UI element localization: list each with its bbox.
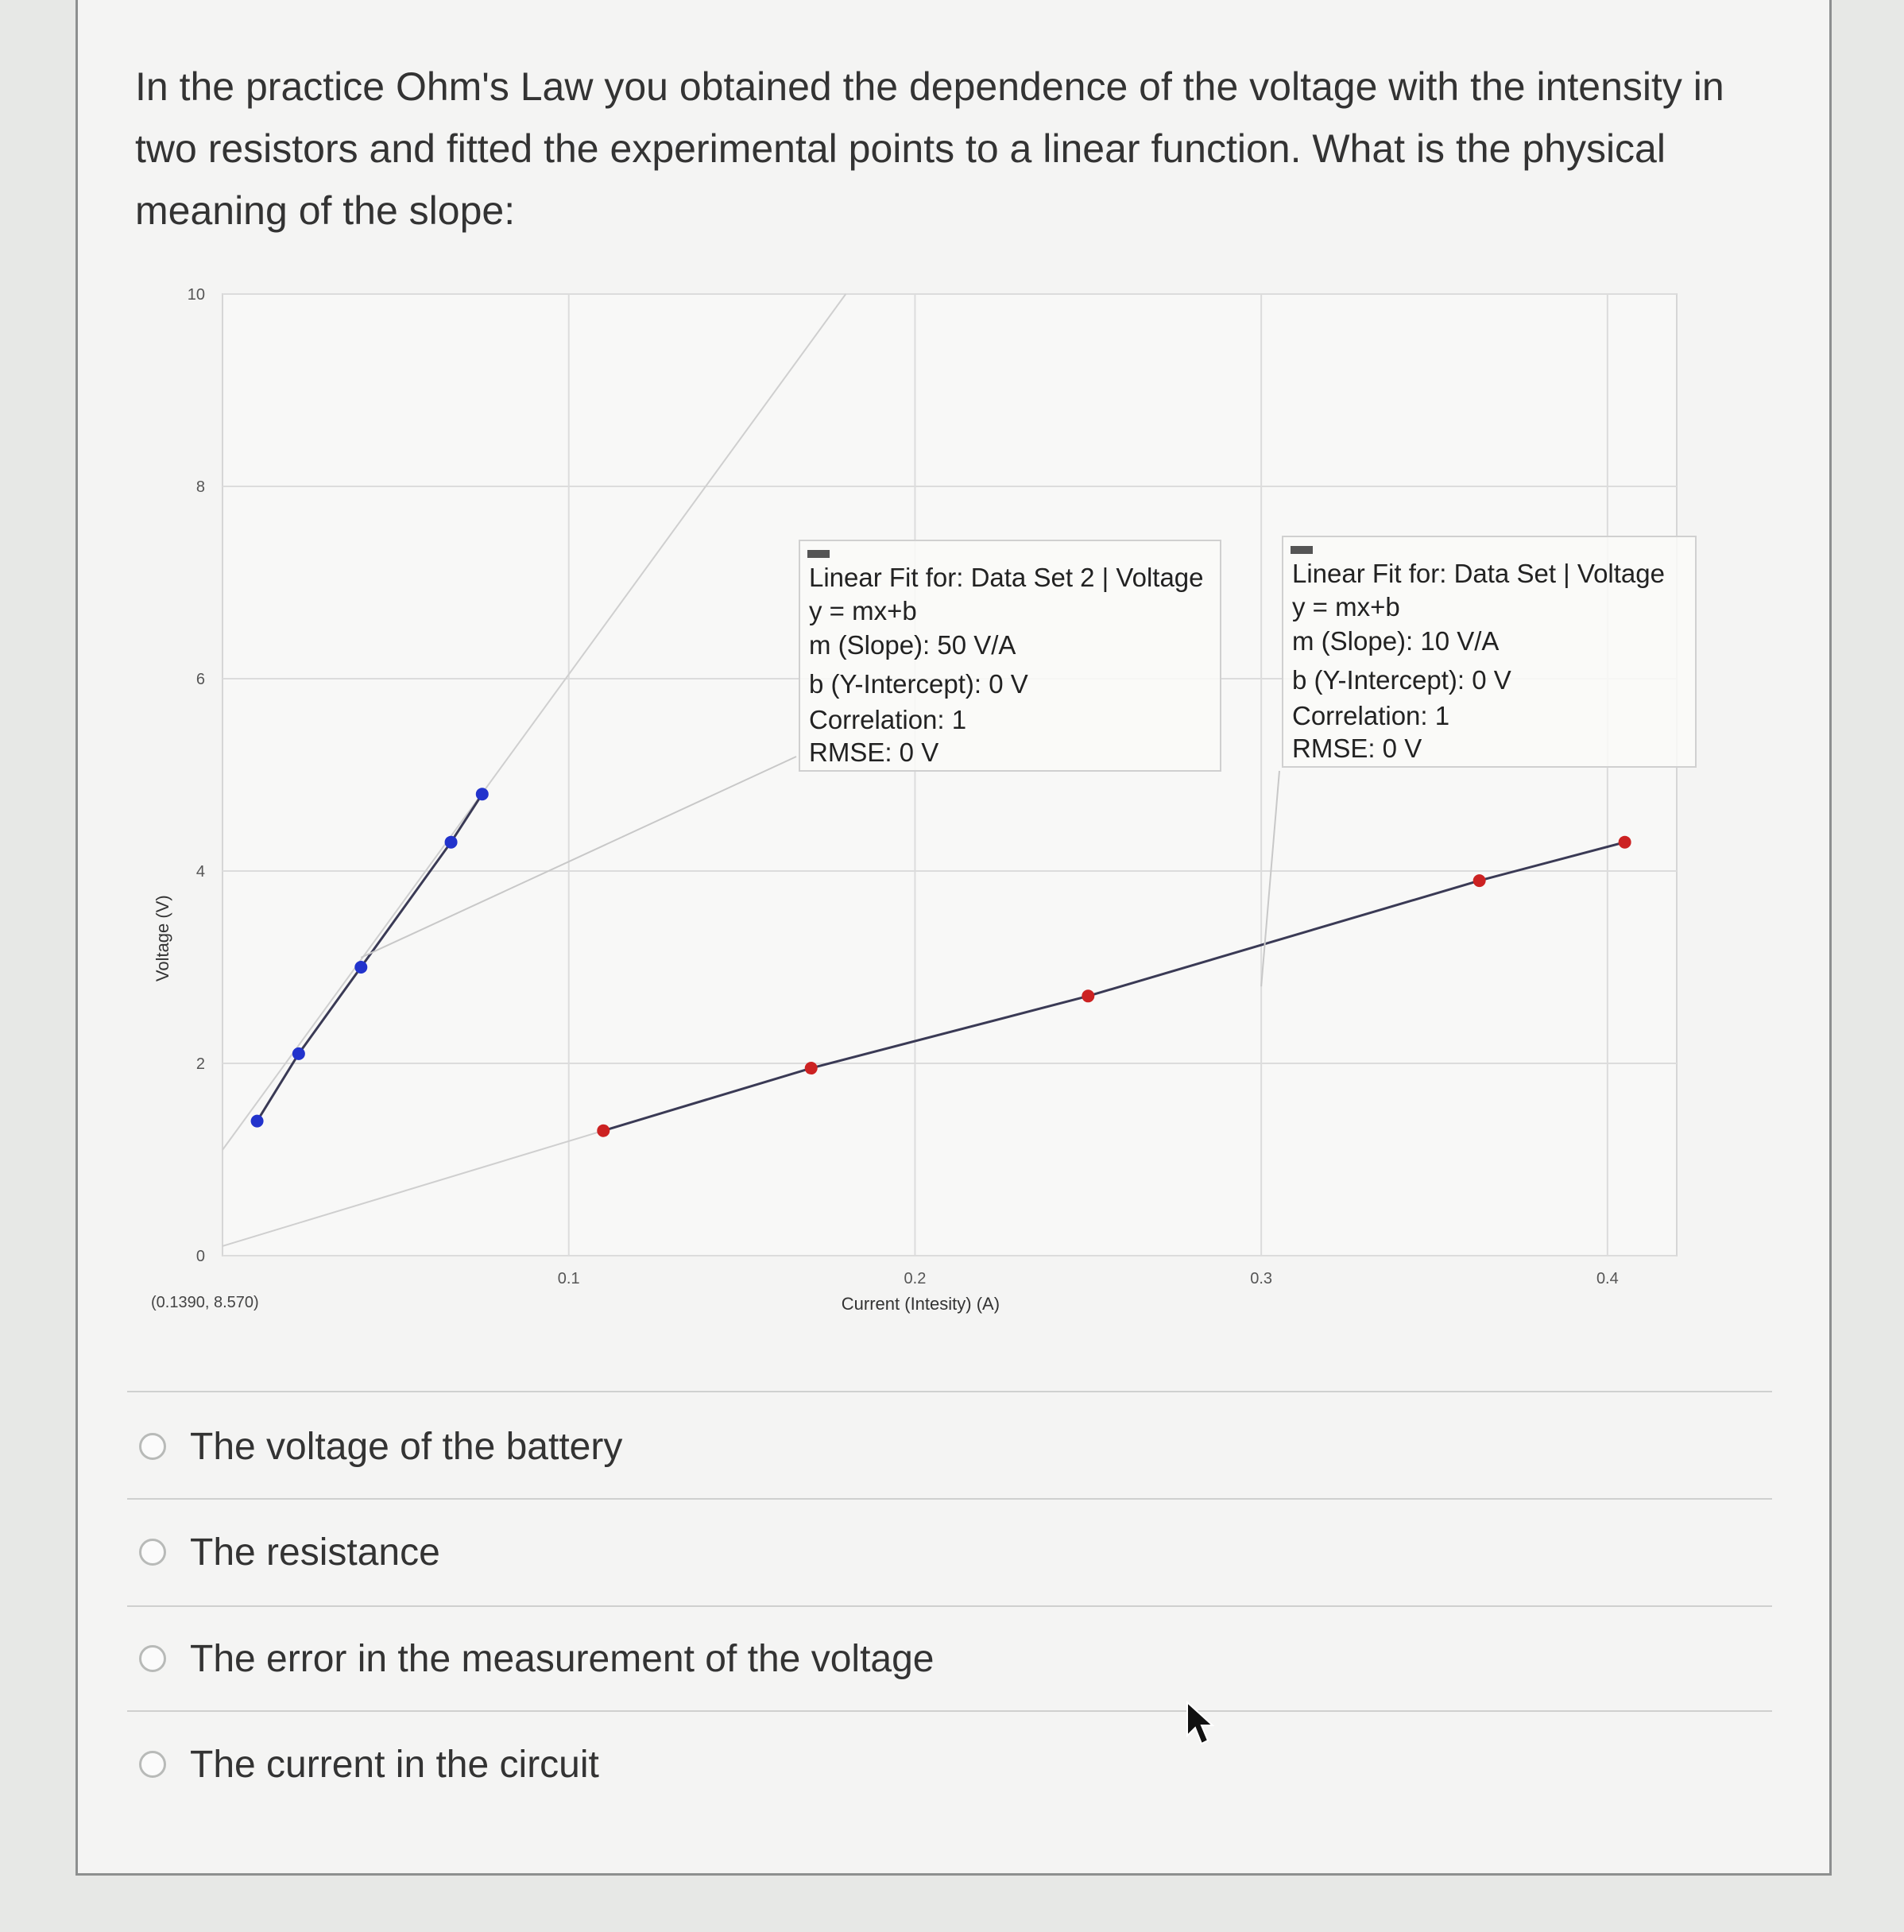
divider [127,1391,1772,1392]
fit-annotation-box [799,540,1221,771]
option-current[interactable] [139,1736,599,1792]
divider [127,1605,1772,1607]
fit-intercept: b (Y-Intercept): 0 V [809,669,1028,699]
series-2-point [597,1125,610,1137]
fit-box-handle-icon [807,550,830,558]
fit-slope: m (Slope): 10 V/A [1292,626,1500,656]
fit-correlation: Correlation: 1 [809,705,967,734]
y-tick-label: 0 [195,1248,205,1265]
radio-button[interactable] [139,1433,166,1460]
x-axis-label: Current (Intesity) (A) [841,1294,1000,1314]
y-tick-label: 8 [195,478,205,496]
question-text: In the practice Ohm's Law you obtained the dependence of the voltage with the intensity in two resistors and fitted the experimental points to a linear function. What is the physical meaning of the slope: [135,64,1724,233]
fit-correlation: Correlation: 1 [1292,701,1450,730]
y-tick-label: 2 [195,1055,205,1073]
x-tick-label: 0.2 [904,1270,927,1287]
fit-box-handle-icon [1291,546,1313,554]
option-label: The error in the measurement of the voltage [190,1637,935,1680]
series-2-point [805,1062,818,1074]
x-tick-label: 0.3 [1250,1270,1273,1287]
fit-title: Linear Fit for: Data Set 2 | Voltage [809,563,1204,592]
option-resistance[interactable] [139,1524,440,1580]
option-label: The current in the circuit [190,1743,599,1786]
coordinate-readout: (0.1390, 8.570) [151,1294,259,1311]
series-1-point [292,1047,305,1060]
y-tick-label: 4 [195,863,205,881]
plot-area [223,294,1677,1256]
fit-title: Linear Fit for: Data Set | Voltage [1292,559,1665,588]
radio-button[interactable] [139,1751,166,1778]
fit-intercept: b (Y-Intercept): 0 V [1292,665,1511,695]
option-voltage-error[interactable] [139,1631,935,1686]
fit-equation: y = mx+b [1292,592,1400,621]
y-tick-label: 6 [195,671,205,688]
series-1-point [476,788,489,800]
x-tick-label: 0.4 [1596,1270,1619,1287]
option-label: The voltage of the battery [190,1425,623,1468]
divider [127,1710,1772,1712]
series-2-point [1473,874,1486,887]
series-1-point [445,836,458,849]
mouse-pointer-icon [1186,1701,1217,1748]
fit-annotation-box [1283,536,1696,767]
series-1-point [251,1115,264,1128]
divider [127,1498,1772,1500]
fit-equation: y = mx+b [809,596,917,625]
x-tick-label: 0.1 [557,1270,580,1287]
series-1-point [354,961,367,974]
radio-button[interactable] [139,1645,166,1672]
fit-rmse: RMSE: 0 V [809,738,939,767]
fit-rmse: RMSE: 0 V [1292,734,1422,763]
radio-button[interactable] [139,1539,166,1566]
y-axis-label: Voltage (V) [153,895,172,982]
option-battery-voltage[interactable] [139,1419,622,1474]
option-label: The resistance [190,1531,440,1574]
series-2-point [1619,836,1631,849]
chart [135,270,1716,1335]
fit-slope: m (Slope): 50 V/A [809,630,1016,660]
y-tick-label: 10 [187,286,205,304]
chart-svg [135,270,1716,1335]
series-2-point [1082,989,1094,1002]
